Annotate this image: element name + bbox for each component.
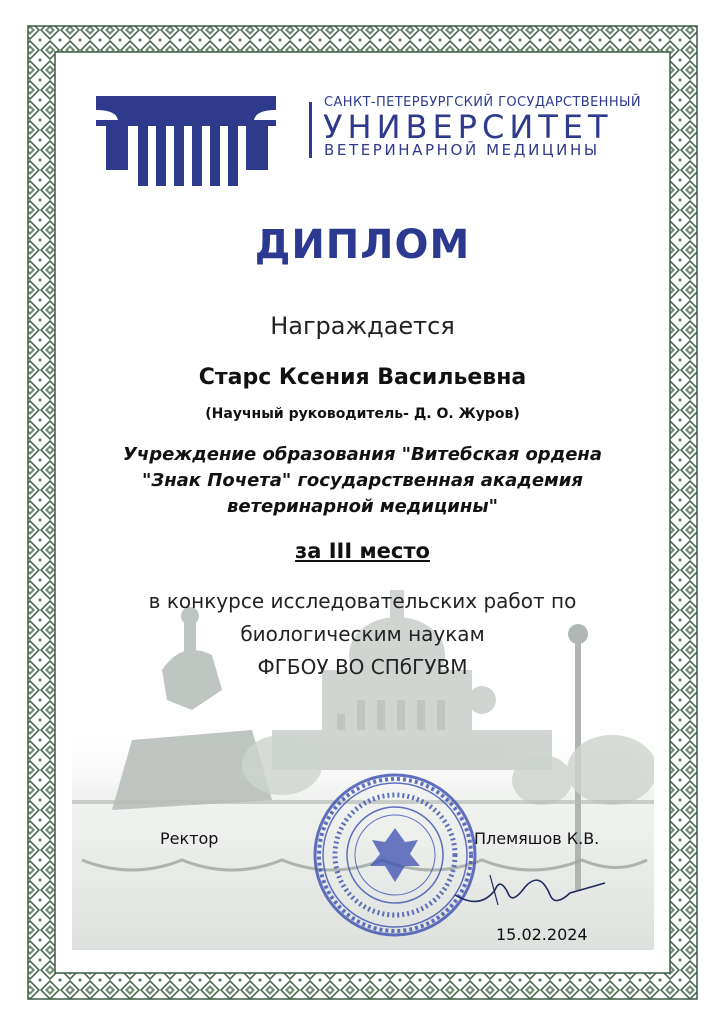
university-name-top: САНКТ-ПЕТЕРБУРГСКИЙ ГОСУДАРСТВЕННЫЙ xyxy=(324,95,642,110)
university-name-main: УНИВЕРСИТЕТ xyxy=(323,108,613,146)
institution-name: Учреждение образования "Витебская ордена "Знак Почета" государственная академия ветеринарной медицины" xyxy=(122,444,603,517)
recipient-name: Старс Ксения Васильевна xyxy=(198,365,527,390)
issue-date: 15.02.2024 xyxy=(496,925,588,944)
contest-line-1: в конкурсе исследовательских работ по xyxy=(148,589,577,613)
university-name-bottom: ВЕТЕРИНАРНОЙ МЕДИЦИНЫ xyxy=(324,141,600,159)
logo-divider xyxy=(309,102,312,158)
diploma-title: ДИПЛОМ xyxy=(254,222,471,268)
supervisor-line: (Научный руководитель- Д. О. Журов) xyxy=(205,406,520,422)
signature-icon xyxy=(450,865,610,915)
award-place: за III место xyxy=(295,539,430,563)
awarded-label: Награждается xyxy=(270,312,455,340)
rector-name: Племяшов К.В. xyxy=(474,829,600,848)
contest-line-2: биологическим наукам xyxy=(240,622,485,646)
university-logo-icon xyxy=(96,96,276,186)
contest-description xyxy=(100,585,625,684)
contest-line-3: ФГБОУ ВО СПбГУВМ xyxy=(257,655,468,679)
rector-label: Ректор xyxy=(160,829,219,848)
